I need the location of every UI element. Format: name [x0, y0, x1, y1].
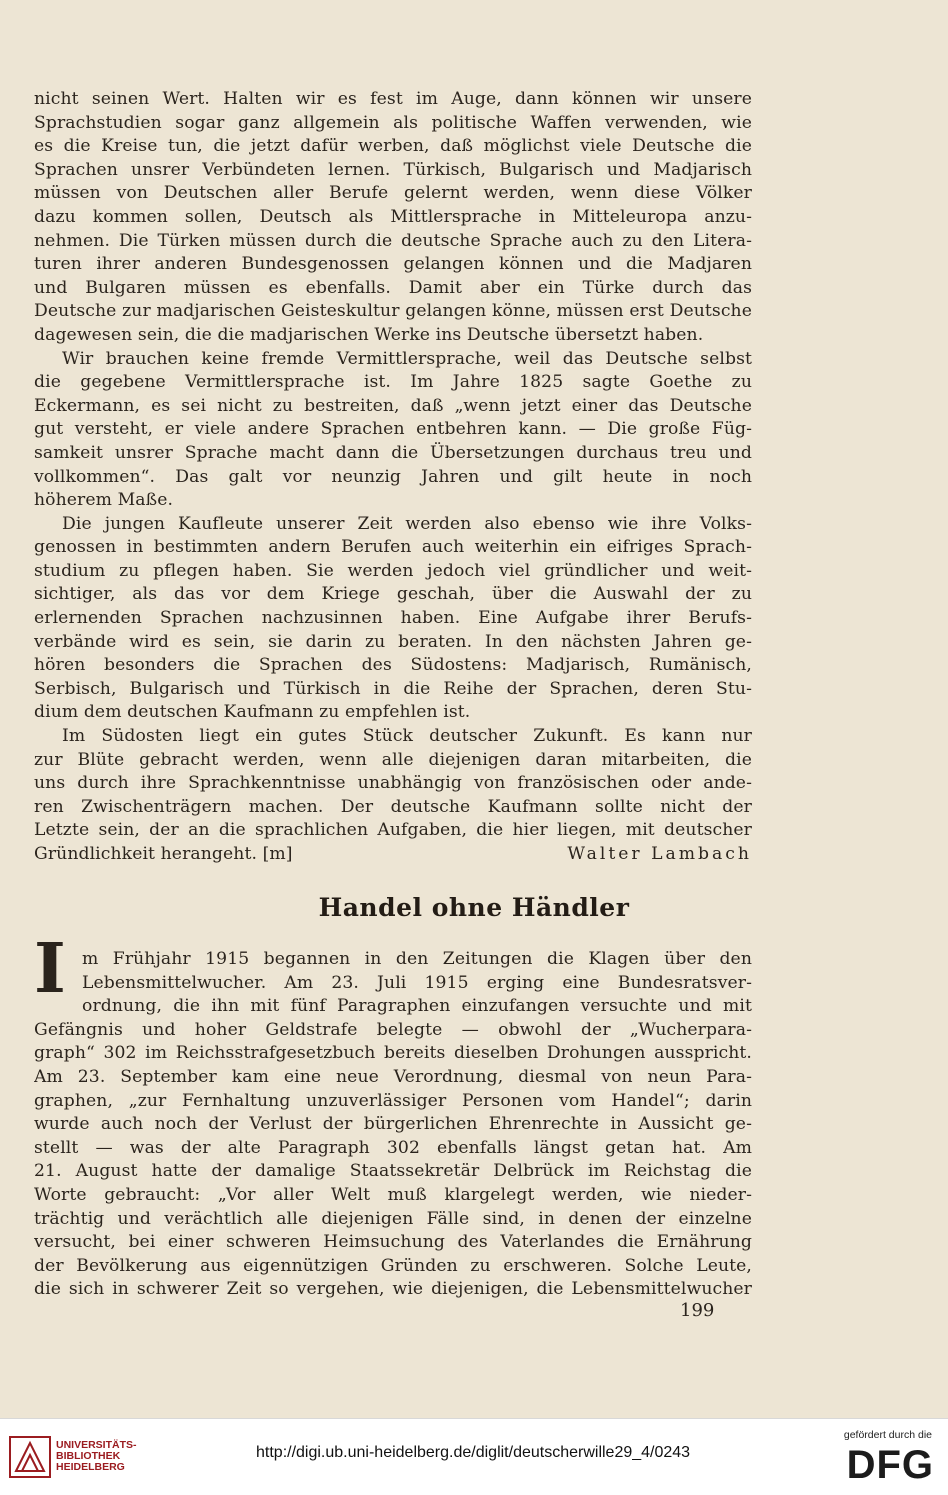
text-line: Worte gebraucht: „Vor aller Welt muß klargelegt werden, wie nieder- [34, 1184, 752, 1205]
text-line: studium zu pflegen haben. Sie werden jedoch viel gründlicher und weit- [34, 560, 752, 581]
page-number: 199 [680, 1300, 715, 1321]
drop-cap: I [34, 929, 66, 1009]
text-line: es die Kreise tun, die jetzt dafür werben, daß möglichst viele Deutsche die [34, 136, 752, 157]
text-line: und Bulgaren müssen es ebenfalls. Damit aber ein Türke durch das [34, 277, 752, 298]
library-line: BIBLIOTHEK [56, 1450, 121, 1462]
text-line: verbände wird es sein, sie darin zu beraten. In den nächsten Jahren ge- [34, 631, 752, 652]
paragraph [34, 348, 752, 513]
text-line: Serbisch, Bulgarisch und Türkisch in die Reihe der Sprachen, deren Stu- [34, 678, 752, 699]
text-line: nehmen. Die Türken müssen durch die deutsche Sprache auch zu den Litera- [34, 230, 752, 251]
text-line: Lebensmittelwucher. Am 23. Juli 1915 erging eine Bundesratsver- [82, 972, 752, 993]
text-line: turen ihrer anderen Bundesgenossen gelangen können und die Madjaren [34, 254, 752, 275]
text-line: Letzte sein, der an die sprachlichen Aufgaben, die hier liegen, mit deutscher [34, 820, 752, 841]
paragraph [34, 948, 752, 1302]
text-line: graph“ 302 im Reichsstrafgesetzbuch bereits dieselben Drohungen ausspricht. [34, 1043, 752, 1064]
text-line: der Bevölkerung aus eigennützigen Gründen zu erschweren. Solche Leute, [34, 1255, 752, 1276]
text-line: ordnung, die ihn mit fünf Paragraphen einzufangen versuchte und mit [82, 996, 752, 1017]
text-line: m Frühjahr 1915 begannen in den Zeitungen die Klagen über den [82, 949, 752, 969]
text-line: Gefängnis und hoher Geldstrafe belegte — obwohl der „Wucherpara- [34, 1019, 752, 1040]
text-line: dagewesen sein, die die madjarischen Werke ins Deutsche übersetzt haben. [34, 324, 704, 345]
university-seal-icon [8, 1435, 52, 1479]
text-line: erlernenden Sprachen nachzusinnen haben. Eine Aufgabe ihrer Berufs- [34, 608, 752, 629]
text-line: die gegebene Vermittlersprache ist. Im Jahre 1825 sagte Goethe zu [34, 372, 752, 393]
funding-note: gefördert durch die [843, 1429, 932, 1441]
library-logo-text [56, 1440, 137, 1473]
text-line: samkeit unsrer Sprache macht dann die Übersetzungen durchaus treu und [34, 442, 752, 463]
text-line: stellt — was der alte Paragraph 302 ebenfalls längst getan hat. Am [34, 1137, 752, 1158]
text-line: hören besonders die Sprachen des Südostens: Madjarisch, Rumänisch, [34, 655, 752, 676]
text-line: Deutsche zur madjarischen Geisteskultur gelangen könne, müssen erst Deutsche [34, 301, 752, 322]
text-line: wurde auch noch der Verlust der bürgerlichen Ehrenrechte in Aussicht ge- [34, 1114, 752, 1135]
text-line: Sprachen unsrer Verbündeten lernen. Türkisch, Bulgarisch und Madjarisch [34, 159, 752, 180]
text-line: höherem Maße. [34, 490, 174, 511]
text-line: uns durch ihre Sprachkenntnisse unabhängig von französischen oder ande- [34, 773, 752, 794]
text-line: Sprachstudien sogar ganz allgemein als politische Waffen verwenden, wie [34, 112, 752, 133]
article-body [34, 929, 752, 1318]
article-continuation [34, 88, 752, 867]
text-line: dazu kommen sollen, Deutsch als Mittlersprache in Mitteleuropa anzu- [34, 206, 752, 227]
library-line: HEIDELBERG [56, 1461, 125, 1473]
text-line: zur Blüte gebracht werden, wenn alle diejenigen daran mitarbeiten, die [34, 749, 752, 770]
text-line: ren Zwischenträgern machen. Der deutsche Kaufmann sollte nicht der [34, 796, 752, 817]
text-line: 21. August hatte der damalige Staatssekretär Delbrück im Reichstag die [34, 1161, 752, 1182]
library-line: UNIVERSITÄTS- [56, 1439, 137, 1451]
text-line: Eckermann, es sei nicht zu bestreiten, daß „wenn jetzt einer das Deutsche [34, 395, 752, 416]
text-line: genossen in bestimmten andern Berufen auch weiterhin ein eifriges Sprach- [34, 537, 752, 558]
dfg-logo: DFG [846, 1443, 934, 1487]
text-line: Die jungen Kaufleute unserer Zeit werden also ebenso wie ihre Volks- [62, 513, 752, 534]
text-line: Wir brauchen keine fremde Vermittlersprache, weil das Deutsche selbst [62, 348, 752, 369]
paragraph [34, 513, 752, 725]
text-line: gut versteht, er viele andere Sprachen entbehren kann. — Die große Füg- [34, 419, 752, 440]
closing-text: Gründlichkeit herangeht. [m] [34, 844, 293, 864]
paragraph [34, 88, 752, 348]
permalink-url[interactable]: http://digi.ub.uni-heidelberg.de/diglit/deutscherwille29_4/0243 [256, 1444, 691, 1461]
article-heading: Handel ohne Händler [318, 893, 630, 922]
author-signature: Walter Lambach [567, 844, 752, 864]
footer-bar [0, 1418, 948, 1495]
text-line: sichtiger, als das vor dem Kriege geschah, über die Auswahl der zu [34, 584, 752, 605]
text-line: müssen von Deutschen aller Berufe gelernt werden, wenn diese Völker [34, 183, 752, 204]
text-line: vollkommen“. Das galt vor neunzig Jahren und gilt heute in noch [34, 466, 752, 487]
paragraph [34, 725, 752, 843]
text-line: Am 23. September kam eine neue Verordnung, diesmal von neun Para- [34, 1066, 752, 1087]
text-line: versucht, bei einer schweren Heimsuchung des Vaterlandes die Ernährung [34, 1232, 752, 1253]
text-line: nicht seinen Wert. Halten wir es fest im Auge, dann können wir unsere [34, 89, 752, 109]
text-line: Im Südosten liegt ein gutes Stück deutscher Zukunft. Es kann nur [62, 726, 752, 747]
text-line: dium dem deutschen Kaufmann zu empfehlen ist. [34, 702, 471, 723]
text-line: trächtig und verächtlich alle diejenigen Fälle sind, in denen der einzelne [34, 1208, 752, 1229]
text-line: die sich in schwerer Zeit so vergehen, wie diejenigen, die Lebensmittelwucher [34, 1279, 752, 1300]
closing-line [34, 843, 752, 867]
text-line: graphen, „zur Fernhaltung unzuverlässiger Personen vom Handel“; darin [34, 1090, 752, 1111]
